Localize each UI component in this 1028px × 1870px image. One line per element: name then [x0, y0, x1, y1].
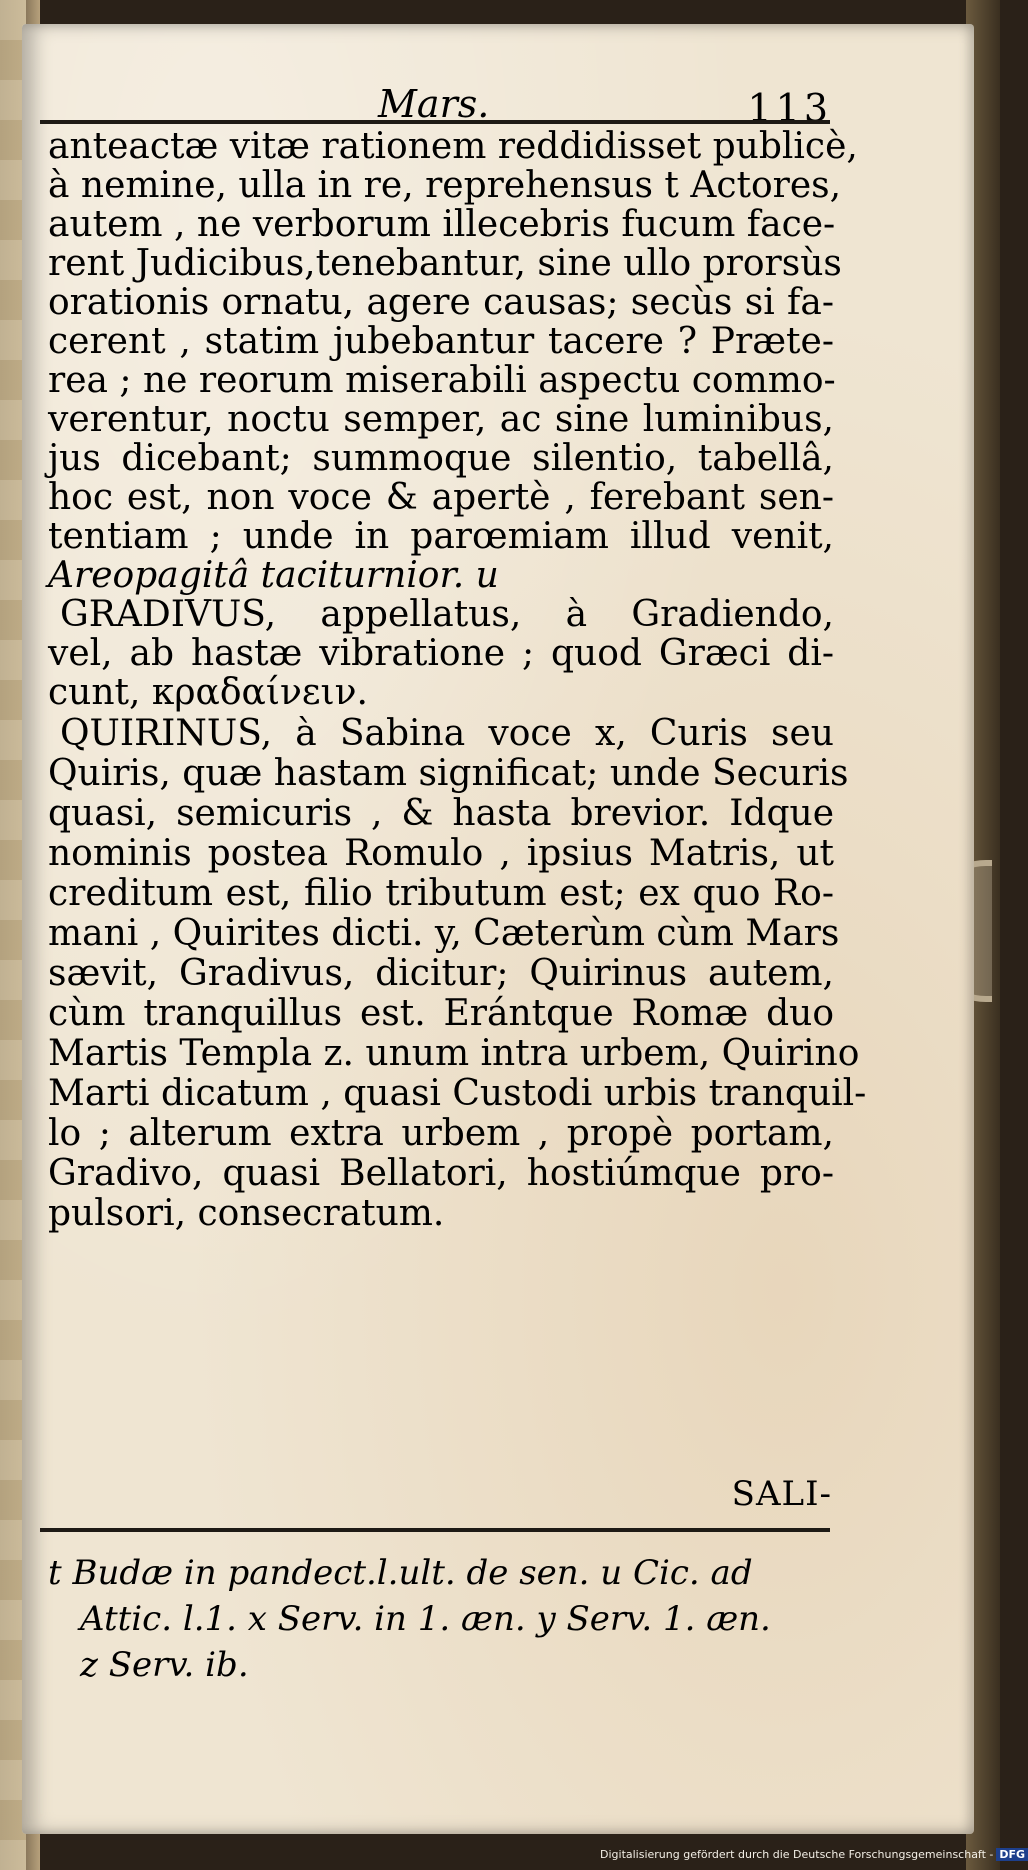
section-gradivus: GRADIVUS, appellatus, à Gradiendo, [60, 594, 834, 635]
page-number: 113 [747, 86, 832, 130]
digitization-notice [600, 1848, 1028, 1861]
body-line: tentiam ; unde in parœmiam illud venit, [48, 516, 834, 557]
body-line: mani , Quirites dicti. y, Cæterùm cùm Mars [48, 913, 840, 954]
dfg-logo: DFG [996, 1848, 1028, 1861]
body-line: quasi, semicuris , & hasta brevior. Idque [48, 793, 834, 834]
body-line: vel, ab hastæ vibratione ; quod Græci di- [48, 633, 834, 674]
body-line: rea ; ne reorum miserabili aspectu commo- [48, 360, 836, 401]
body-line: jus dicebant; summoque silentio, tabellâ, [48, 438, 834, 479]
body-line: anteactæ vitæ rationem reddidisset publicè, [48, 126, 858, 167]
body-line: Quiris, quæ hastam significat; unde Securis [48, 753, 849, 794]
body-line: à nemine, ulla in re, reprehensus t Actores, [48, 165, 842, 206]
body-line: Martis Templa z. unum intra urbem, Quirino [48, 1033, 860, 1074]
footnote-line: t Budæ in pandect.l.ult. de sen. u Cic. ad [48, 1553, 753, 1593]
body-line: rent Judicibus,tenebantur, sine ullo prorsùs [48, 243, 842, 284]
body-line: Gradivo, quasi Bellatori, hostiúmque pro- [48, 1153, 834, 1194]
body-line: Marti dicatum , quasi Custodi urbis tranquil- [48, 1073, 867, 1114]
body-line: orationis ornatu, agere causas; secùs si fa- [48, 282, 834, 323]
body-line: nominis postea Romulo , ipsius Matris, ut [48, 833, 834, 874]
body-line: cerent , statim jubebantur tacere ? Præte- [48, 321, 834, 362]
body-line: cùm tranquillus est. Erántque Romæ duo [48, 993, 834, 1034]
section-quirinus: QUIRINUS, à Sabina voce x, Curis seu [60, 713, 834, 754]
running-title: Mars. [378, 82, 490, 126]
footnote-rule [40, 1528, 830, 1532]
catchword: SALI- [731, 1474, 832, 1514]
body-line: Areopagitâ taciturnior. u [48, 555, 499, 596]
body-line: cunt, κραδαίνειν. [48, 672, 368, 713]
digitization-text: Digitalisierung gefördert durch die Deutsche Forschungsgemeinschaft - [600, 1848, 994, 1861]
body-line: sævit, Gradivus, dicitur; Quirinus autem, [48, 953, 834, 994]
body-line: hoc est, non voce & apertè , ferebant sen- [48, 477, 834, 518]
body-line: pulsori, consecratum. [48, 1193, 445, 1234]
footnote-line: z Serv. ib. [80, 1645, 249, 1685]
body-line: autem , ne verborum illecebris fucum face- [48, 204, 836, 245]
body-line: verentur, noctu semper, ac sine luminibus, [48, 399, 834, 440]
body-line: creditum est, filio tributum est; ex quo Ro- [48, 873, 834, 914]
footnote-line: Attic. l.1. x Serv. in 1. æn. y Serv. 1. æn. [80, 1599, 771, 1639]
body-line: lo ; alterum extra urbem , propè portam, [48, 1113, 834, 1154]
